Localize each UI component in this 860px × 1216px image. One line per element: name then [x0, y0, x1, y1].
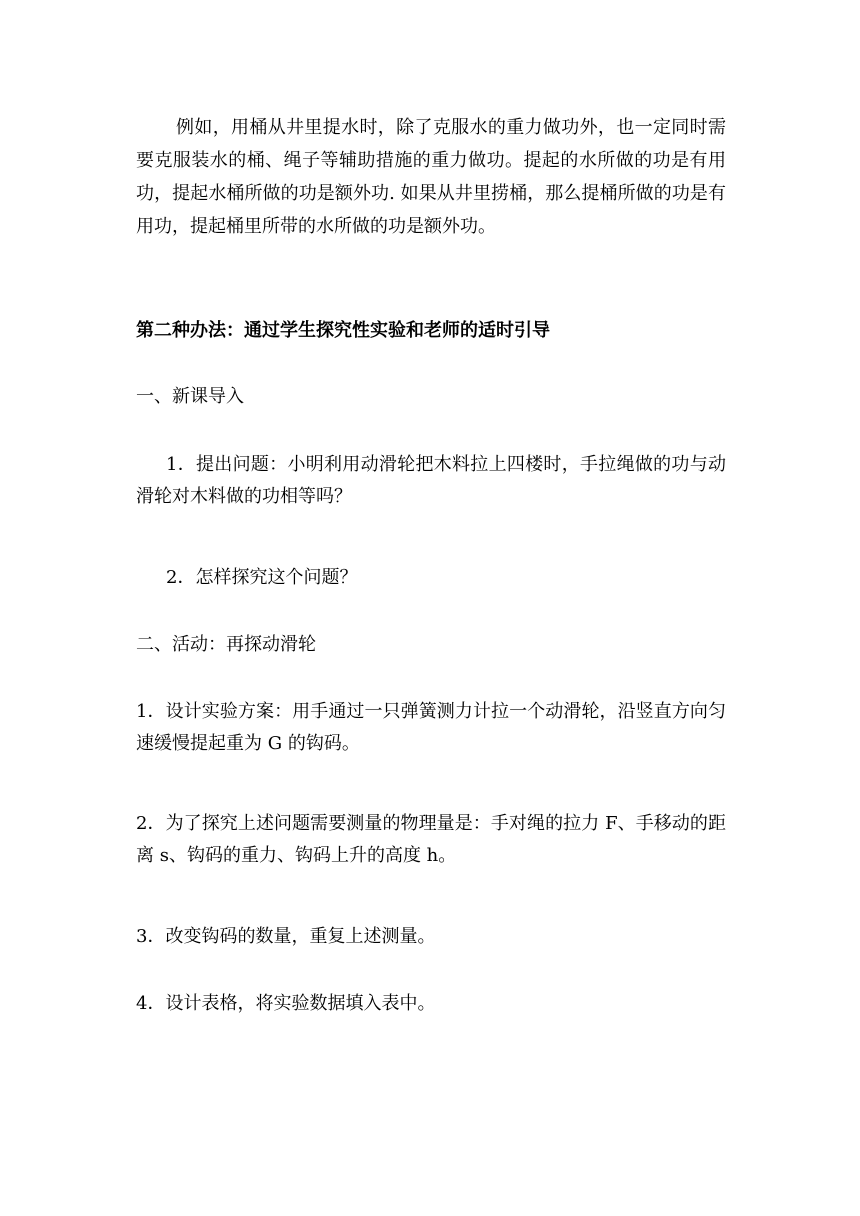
- example-paragraph: 例如，用桶从井里提水时，除了克服水的重力做功外，也一定同时需要克服装水的桶、绳子等辅助措施的重力做功。提起的水所做的功是有用功，提起水桶所做的功是额外功. 如果从井里捞桶，那么提桶所做的功是有用功，提起桶里所带的水所做的功是额外功。: [136, 117, 726, 237]
- activity-step-4: 4．设计表格，将实验数据填入表中。: [136, 993, 436, 1014]
- question-two-paragraph: 2．怎样探究这个问题？: [166, 567, 358, 588]
- section-heading-activity: 二、活动：再探动滑轮: [136, 634, 316, 655]
- activity-step-2: 2．为了探究上述问题需要测量的物理量是：手对绳的拉力 F、手移动的距离 s、钩码的重力、钩码上升的高度 h。: [136, 813, 726, 866]
- activity-step-1: 1．设计实验方案：用手通过一只弹簧测力计拉一个动滑轮，沿竖直方向匀速缓慢提起重为 G 的钩码。: [136, 701, 726, 754]
- method-heading: 第二种办法：通过学生探究性实验和老师的适时引导: [136, 320, 550, 341]
- section-heading-intro: 一、新课导入: [136, 386, 244, 407]
- question-one-paragraph: 1．提出问题：小明利用动滑轮把木料拉上四楼时，手拉绳做的功与动滑轮对木料做的功相等吗？: [136, 454, 726, 507]
- activity-step-3: 3．改变钩码的数量，重复上述测量。: [136, 926, 436, 947]
